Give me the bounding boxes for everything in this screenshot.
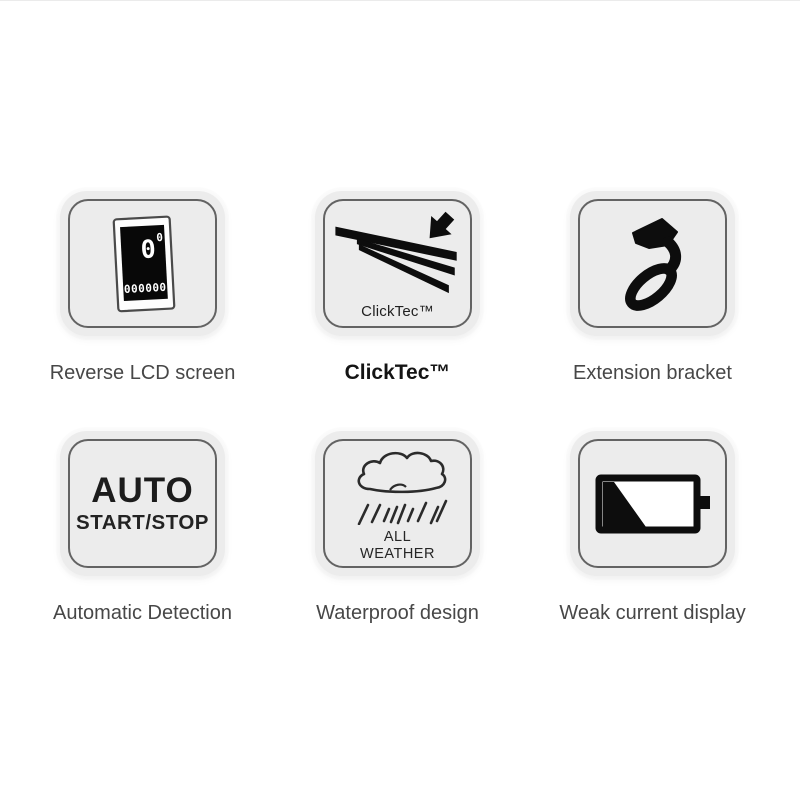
tile-extension-bracket — [570, 191, 735, 336]
rain-cloud-icon — [346, 445, 450, 499]
lcd-main-digit: 0 — [139, 233, 157, 264]
feature-waterproof-design — [315, 431, 480, 624]
feature-row-1 — [49, 191, 740, 384]
feature-label: Automatic Detection — [53, 602, 232, 624]
tile-weak-current-display — [570, 431, 735, 576]
feature-grid — [49, 191, 746, 624]
feature-clicktec — [315, 191, 480, 384]
clicktec-mount-icon — [332, 207, 464, 297]
start-stop-text: START/STOP — [76, 511, 209, 534]
all-text: ALL — [383, 528, 412, 545]
lcd-screen-icon — [99, 211, 187, 317]
tile-reverse-lcd-screen — [60, 191, 225, 336]
rain-lines — [346, 499, 450, 525]
tile-clicktec — [315, 191, 480, 336]
clicktec-caption: ClickTec™ — [361, 303, 434, 320]
feature-label: ClickTec™ — [344, 361, 451, 384]
feature-row-2 — [53, 431, 746, 624]
lcd-odometer-digits: 000000 — [123, 280, 167, 296]
all-weather-caption — [360, 529, 435, 563]
feature-label: Reverse LCD screen — [49, 362, 236, 384]
feature-label: Extension bracket — [573, 362, 732, 384]
lcd-small-digit: 0 — [155, 230, 163, 244]
feature-weak-current-display — [559, 431, 746, 624]
tile-automatic-detection — [60, 431, 225, 576]
auto-start-stop-icon — [76, 473, 209, 534]
tile-waterproof-design — [315, 431, 480, 576]
feature-label: Weak current display — [559, 602, 746, 624]
feature-label: Waterproof design — [316, 602, 479, 624]
feature-automatic-detection — [53, 431, 232, 624]
low-battery-icon — [594, 469, 712, 539]
extension-bracket-icon — [613, 211, 693, 317]
feature-reverse-lcd-screen — [49, 191, 236, 384]
down-arrow-icon — [419, 207, 460, 247]
feature-extension-bracket — [570, 191, 735, 384]
weather-text: WEATHER — [360, 545, 435, 562]
auto-text: AUTO — [91, 471, 194, 510]
